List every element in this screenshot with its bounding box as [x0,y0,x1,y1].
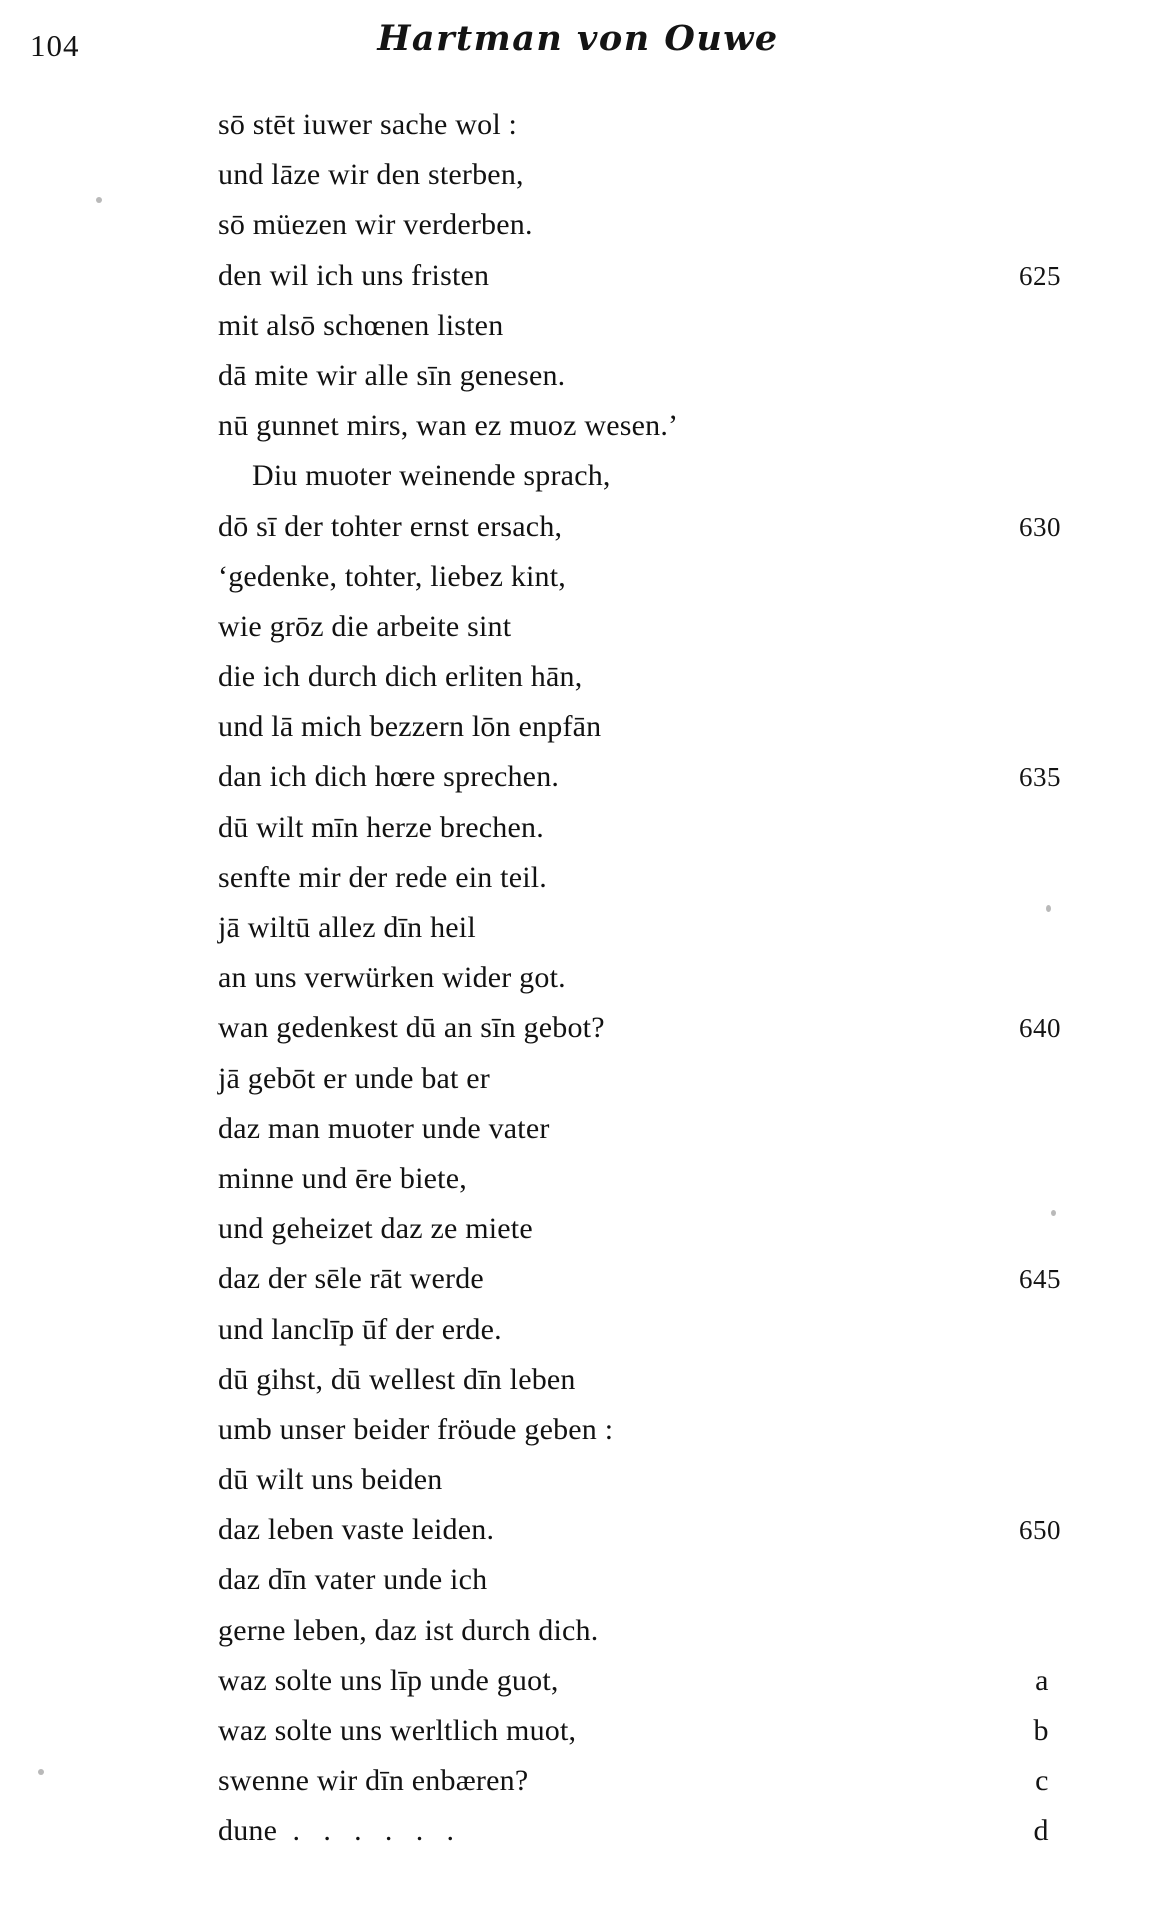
verse-line [0,351,1156,401]
verse-line-text: und lāze wir den sterben, [218,158,524,192]
verse-line-text: dū gihst, dū wellest dīn leben [218,1362,576,1396]
verse-line [0,652,1156,702]
verse-line [0,1756,1156,1806]
verse-line-text: dune . . . . . . [218,1814,455,1848]
verse-line [0,1606,1156,1656]
verse-line-text: dō sī der tohter ernst ersach, [218,509,563,543]
verse-line [0,451,1156,501]
verse-line-text: senfte mir der rede ein teil. [218,860,547,894]
verse-line [0,1405,1156,1455]
verse-line-text: wan gedenkest dū an sīn gebot? [218,1011,605,1045]
verse-line-text: den wil ich uns fristen [218,258,490,292]
verse-line-text: daz dīn vater unde ich [218,1563,488,1597]
verse-number: 650 [1019,1515,1061,1546]
verse-number: 635 [1019,762,1061,793]
verse-line [0,1154,1156,1204]
verse-line-text: mit alsō schœnen listen [218,308,504,342]
verse-line [0,502,1156,552]
verse-line-text: dan ich dich hœre sprechen. [218,760,560,794]
verse-number: 645 [1019,1264,1061,1295]
verse-line-text: dā mite wir alle sīn genesen. [218,358,566,392]
verse-line-text: sō stēt iuwer sache wol : [218,108,518,141]
verse-line-text: wie grōz die arbeite sint [218,609,512,643]
speck-mark [38,1769,44,1775]
verse-line-text: daz der sēle rāt werde [218,1262,484,1296]
verse-line-text: und lā mich bezzern lōn enpfān [218,710,602,744]
verse-line-text: jā wiltū allez dīn heil [218,911,476,944]
verse-number: 630 [1019,511,1061,542]
verse-line-text: gerne leben, daz ist durch dich. [218,1613,599,1647]
verse-line-text: daz leben vaste leiden. [218,1513,495,1547]
verse-line-text: Diu muoter weinende sprach, [252,459,611,493]
verse-line [0,1555,1156,1605]
verse-marker: d [1033,1814,1049,1848]
verse-line [0,150,1156,200]
verse-number: 640 [1019,1013,1061,1044]
speck-mark [1046,905,1051,912]
page-header [0,18,1156,78]
speck-mark [1051,1210,1056,1216]
verse-line [0,702,1156,752]
verse-line-text: dū wilt mīn herze brechen. [218,810,544,844]
verse-line-text: an uns verwürken wider got. [218,961,566,995]
verse-line-text: swenne wir dīn enbæren? [218,1764,529,1798]
verse-line-text: nū gunnet mirs, wan ez muoz wesen.’ [218,409,679,443]
verse-line [0,1305,1156,1355]
speck-mark [96,197,102,203]
verse-line [0,1054,1156,1104]
verse-line [0,803,1156,853]
verse-marker: b [1033,1714,1049,1747]
verse-line [0,1204,1156,1254]
verse-line [0,1505,1156,1555]
verse-line [0,1455,1156,1505]
verse-marker: c [1035,1764,1049,1798]
verse-line [0,251,1156,301]
verse-line [0,1355,1156,1405]
verse-line-text: und geheizet daz ze miete [218,1212,533,1246]
verse-line-text: waz solte uns werltlich muot, [218,1714,577,1747]
verse-line-text: die ich durch dich erliten hān, [218,660,583,694]
verse-line [0,301,1156,351]
verse-block [0,100,1156,1857]
verse-line [0,1003,1156,1053]
folio-number: 104 [30,28,80,63]
verse-marker: a [1035,1663,1049,1697]
verse-line-text: und lanclīp ūf der erde. [218,1312,502,1346]
verse-line [0,200,1156,250]
verse-line-text: umb unser beider fröude geben : [218,1412,614,1446]
verse-line-text: waz solte uns līp unde guot, [218,1663,559,1697]
verse-line [0,1104,1156,1154]
verse-line [0,401,1156,451]
verse-line-text: ‘gedenke, tohter, liebez kint, [218,559,566,593]
verse-line [0,552,1156,602]
verse-line-text: dū wilt uns beiden [218,1463,443,1497]
verse-line [0,1806,1156,1856]
verse-number: 625 [1019,260,1061,291]
verse-line-text: jā gebōt er unde bat er [218,1061,490,1095]
verse-line [0,1706,1156,1756]
verse-line-text: minne und ēre biete, [218,1161,467,1195]
verse-line [0,1254,1156,1304]
running-title: Hartman von Ouwe [377,18,779,59]
verse-line [0,953,1156,1003]
verse-line [0,602,1156,652]
verse-line-text: sō müezen wir verderben. [218,208,533,242]
verse-line [0,853,1156,903]
verse-line [0,100,1156,150]
verse-line-text: daz man muoter unde vater [218,1111,550,1145]
verse-line [0,903,1156,953]
verse-line [0,752,1156,802]
verse-line [0,1656,1156,1706]
